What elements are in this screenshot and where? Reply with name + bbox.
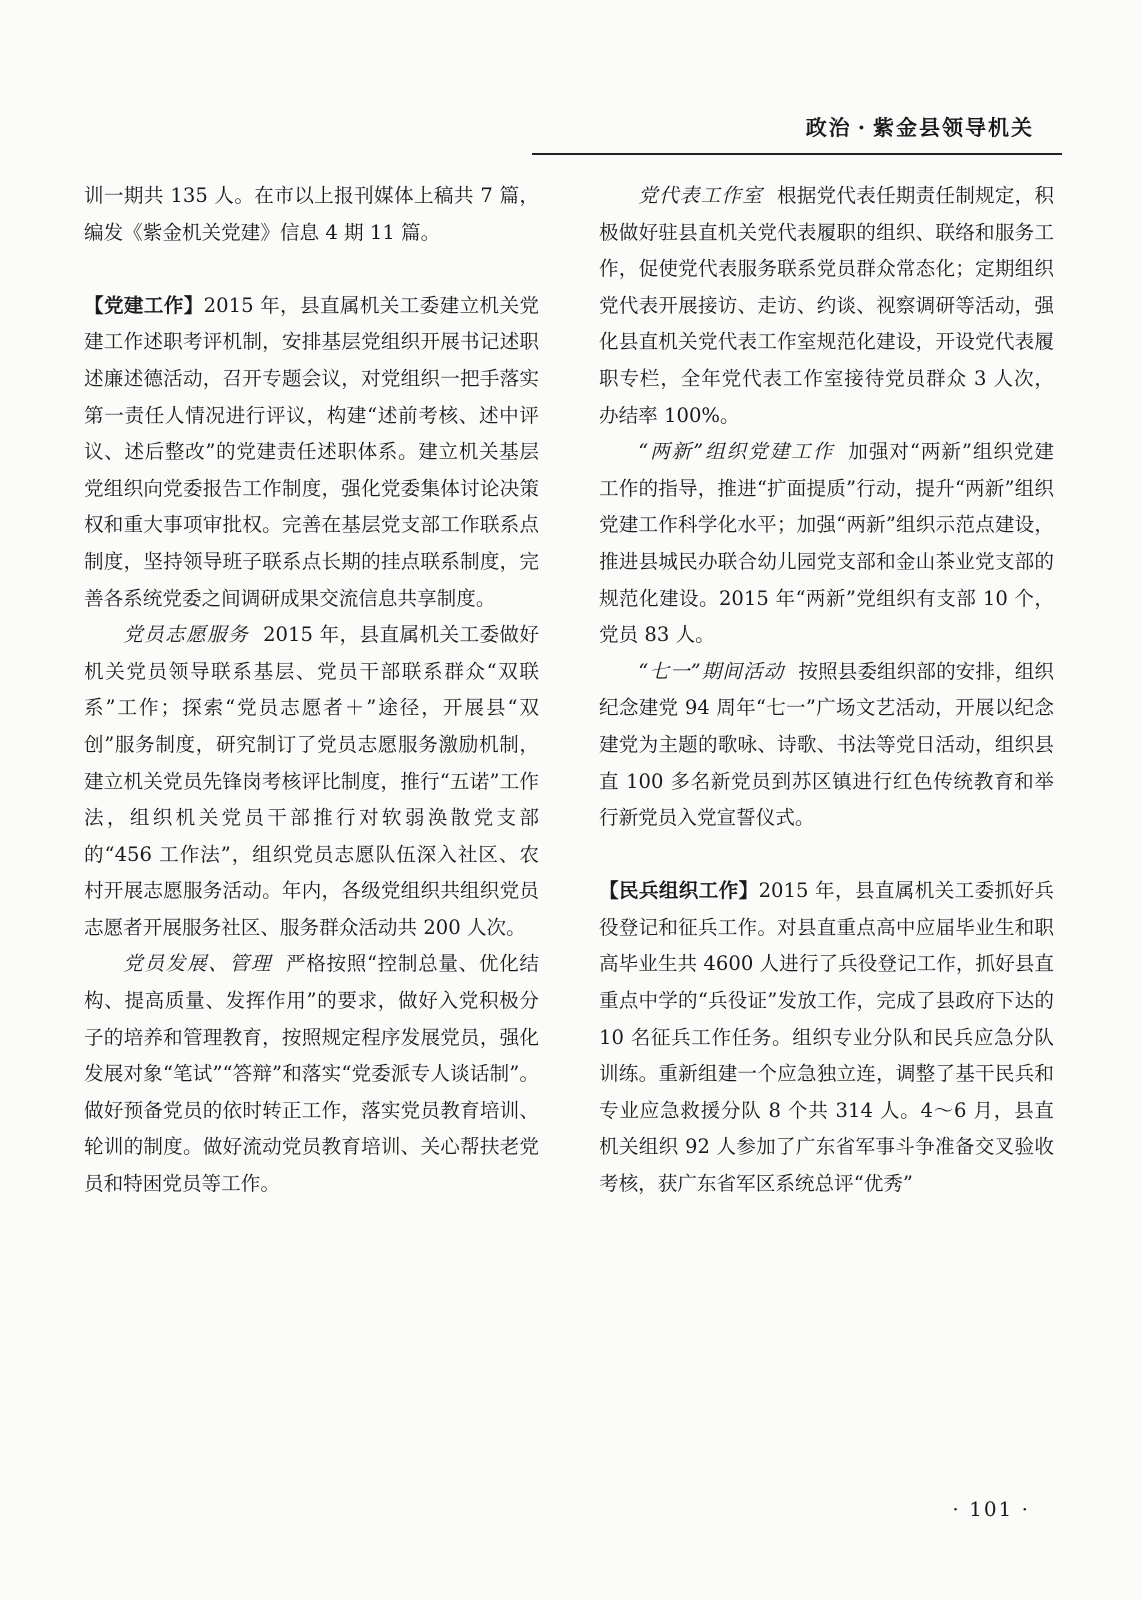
header-rule <box>532 153 1062 155</box>
daibiao-paragraph <box>599 178 1054 434</box>
liangxin-heading: “两新”组织党建工作 <box>638 440 835 464</box>
header-dot: · <box>857 115 867 140</box>
section-gap <box>599 837 1054 874</box>
header-subsection: 紫金县领导机关 <box>873 115 1034 140</box>
daibiao-body: 根据党代表任期责任制规定，积极做好驻县直机关党代表履职的组织、联络和服务工作，促使党代表服务联系党员群众常态化；定期组织党代表开展接访、走访、约谈、视察调研等活动，强化县直机关党代表工作室规范化建设，开设党代表履职专栏，全年党代表工作室接待党员群众 3 人次，办结率 100%。 <box>599 184 1055 427</box>
section-gap <box>84 251 539 288</box>
minbing-paragraph <box>599 873 1054 1202</box>
right-column <box>599 178 1054 1203</box>
qiyi-heading: “七一”期间活动 <box>638 659 785 683</box>
running-header <box>806 112 1034 142</box>
header-section: 政治 <box>805 115 852 140</box>
zhiyuan-body: 2015 年，县直属机关工委做好机关党员领导联系基层、党员干部联系群众“双联系”工作；探索“党员志愿者＋”途径，开展县“双创”服务制度，研究制订了党员志愿服务激励机制，建立机关党员先锋岗考核评比制度，推行“五诺”工作法，组织机关党员干部推行对软弱涣散党支部的“456 工作法”，组织党员志愿队伍深入社区、农村开展志愿服务活动。年内，各级党组织共组织党员志愿者开展服务社区、服务群众活动共 200 人次。 <box>84 623 540 939</box>
left-column <box>84 178 539 1203</box>
dangjian-body: 2015 年，县直属机关工委建立机关党建工作述职考评机制，安排基层党组织开展书记述职述廉述德活动，召开专题会议，对党组织一把手落实第一责任人情况进行评议，构建“述前考核、述中评议、述后整改”的党建责任述职体系。建立机关基层党组织向党委报告工作制度，强化党委集体讨论决策权和重大事项审批权。完善在基层党支部工作联系点制度，坚持领导班子联系点长期的挂点联系制度，完善各系统党委之间调研成果交流信息共享制度。 <box>84 293 539 610</box>
dangjian-heading: 【党建工作】 <box>84 293 204 317</box>
continued-paragraph: 训一期共 135 人。在市以上报刊媒体上稿共 7 篇，编发《紫金机关党建》信息 4 期 11 篇。 <box>84 184 539 244</box>
fazhan-body: 严格按照“控制总量、优化结构、提高质量、发挥作用”的要求，做好入党积极分子的培养和管理教育，按照规定程序发展党员，强化发展对象“笔试”“答辩”和落实“党委派专人谈话制”。做好预备党员的依时转正工作，落实党员教育培训、轮训的制度。做好流动党员教育培训、关心帮扶老党员和特困党员等工作。 <box>84 952 539 1196</box>
daibiao-heading: 党代表工作室 <box>638 184 763 207</box>
liangxin-paragraph <box>599 434 1054 654</box>
qiyi-paragraph <box>599 654 1054 837</box>
fazhan-heading: 党员发展、管理 <box>123 952 272 976</box>
minbing-body: 2015 年，县直属机关工委抓好兵役登记和征兵工作。对县直重点高中应届毕业生和职高毕业生共 4600 人进行了兵役登记工作，抓好县直重点中学的“兵役证”发放工作，完成了县政府下达的 10 名征兵工作任务。组织专业分队和民兵应急分队训练。重新组建一个应急独立连，调整了基干民兵和专业应急救援分队 8 个共 314 人。4～6 月，县直机关组织 92 人参加了广东省军事斗争准备交叉验收考核，获广东省军区系统总评“优秀” <box>599 879 1054 1196</box>
qiyi-body: 按照县委组织部的安排，组织纪念建党 94 周年“七一”广场文艺活动，开展以纪念建党为主题的歌咏、诗歌、书法等党日活动，组织县直 100 多名新党员到苏区镇进行红色传统教育和举行新党员入党宣誓仪式。 <box>599 659 1054 830</box>
zhiyuan-heading: 党员志愿服务 <box>123 623 250 647</box>
zhiyuan-paragraph <box>84 617 539 946</box>
liangxin-body: 加强对“两新”组织党建工作的指导，推进“扩面提质”行动，提升“两新”组织党建工作科学化水平；加强“两新”组织示范点建设，推进县城民办联合幼儿园党支部和金山茶业党支部的规范化建设。2015 年“两新”党组织有支部 10 个，党员 83 人。 <box>599 440 1054 647</box>
dangjian-paragraph <box>84 288 539 617</box>
fazhan-paragraph <box>84 946 539 1202</box>
page-number: · 101 · <box>952 1497 1030 1521</box>
minbing-heading: 【民兵组织工作】 <box>599 879 759 903</box>
